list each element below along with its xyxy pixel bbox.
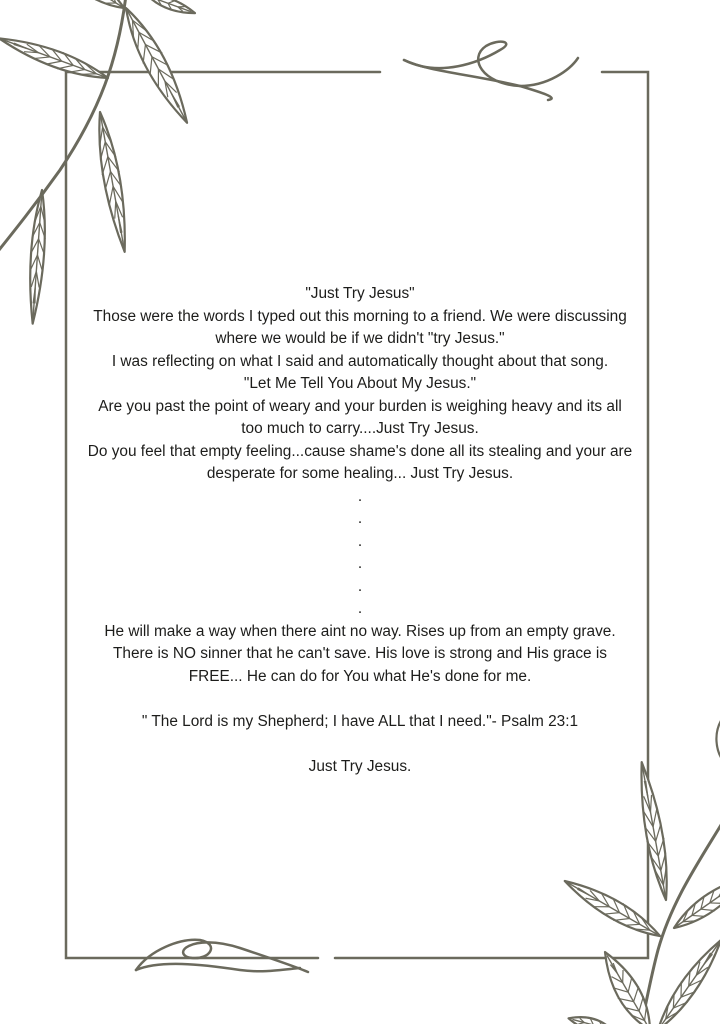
- text-line: Just Try Jesus.: [308, 757, 412, 775]
- text-line: " The Lord is my Shepherd; I have ALL that I need."- Psalm 23:1: [141, 712, 579, 730]
- leaf-outline: [674, 876, 720, 928]
- leaf-vein: [81, 74, 96, 75]
- blank-line: [86, 733, 634, 756]
- text-line: "Let Me Tell You About My Jesus.": [243, 375, 477, 392]
- blank-line: [86, 688, 634, 711]
- text-line: Are you past the point of weary and your burden is weighing heavy and its all too much to carry....Just Try Jesus.: [98, 397, 622, 437]
- dot-separator: .: [357, 532, 363, 550]
- text-line: "Just Try Jesus": [305, 285, 415, 302]
- text-line: He will make a way when there aint no way. Rises up from an empty grave. There is NO sinner that he can't save. His love is strong and His grace is FREE... He can do for You what He's done for me.: [104, 622, 616, 685]
- text-line: Do you feel that empty feeling...cause shame's done all its stealing and your are desperate for some healing... Just Try Jesus.: [87, 442, 633, 482]
- text-line: Those were the words I typed out this morning to a friend. We were discussing where we would be if we didn't "try Jesus.": [93, 307, 627, 347]
- leaf-edge: [716, 716, 720, 762]
- dot-separator: .: [357, 487, 363, 505]
- swirl-flourish-bottom: [136, 940, 308, 972]
- dot-separator: .: [357, 577, 363, 595]
- dot-separator: .: [357, 510, 363, 527]
- dot-separator: .: [357, 600, 363, 617]
- leaf-vein: [673, 993, 674, 1009]
- poem-text: [86, 283, 634, 778]
- swirl-stroke: [136, 964, 300, 971]
- text-line: I was reflecting on what I said and automatically thought about that song.: [111, 352, 609, 370]
- leaf-branch-top-left: [0, 0, 195, 324]
- dot-separator: .: [357, 555, 363, 572]
- swirl-flourish-top: [404, 42, 578, 100]
